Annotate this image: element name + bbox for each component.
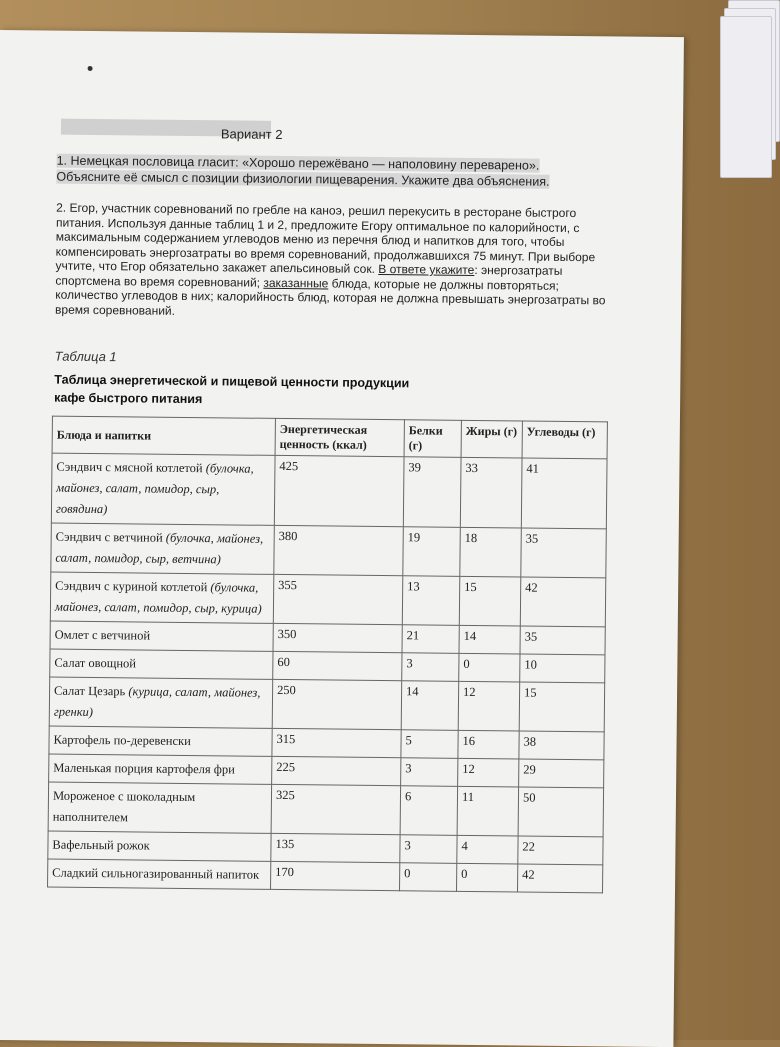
question-2-underlined: В ответе укажите xyxy=(378,261,475,277)
cell-kcal: 350 xyxy=(273,623,402,652)
cell-protein: 0 xyxy=(400,863,457,892)
cell-kcal: 170 xyxy=(271,861,400,890)
dish-name: Мороженое с шоколадным наполнителем xyxy=(52,788,196,825)
cell-protein: 6 xyxy=(400,786,458,836)
dish-name: Вафельный рожок xyxy=(52,837,150,853)
cell-carbs: 35 xyxy=(521,528,607,578)
dish-name: Маленькая порция картофеля фри xyxy=(53,760,235,777)
cell-carbs: 42 xyxy=(520,577,606,627)
cell-protein: 14 xyxy=(401,681,459,731)
variant-heading: Вариант 2 xyxy=(220,126,283,142)
cell-kcal: 135 xyxy=(271,833,400,862)
question-2-part1: 2. Егор, участник соревнований по гребле на каноэ, решил перекусить в ресторане быстрого питания. Используя данные таблиц 1 и 2, предложите Егору оптимальное по калорийности, с максимальным содержанием углеводов меню из перечня блюд и напитков для того, чтобы компенсировать энергозатраты во время соревнований, продолжавшихся 75 минут. При выборе учтите, что Егор обязательно закажет апельсиновый сок. xyxy=(55,200,596,276)
header-kcal: Энергетическая ценность (ккал) xyxy=(275,418,404,456)
table-header-row xyxy=(52,416,607,459)
cell-carbs: 41 xyxy=(521,458,607,529)
dish-name: Сэндвич с ветчиной xyxy=(55,529,163,545)
cell-fat: 15 xyxy=(459,576,521,626)
cell-dish xyxy=(48,831,271,861)
exam-sheet xyxy=(0,30,684,1047)
table-row xyxy=(51,523,606,578)
cell-carbs: 22 xyxy=(518,836,603,865)
cell-kcal: 325 xyxy=(271,784,401,834)
cell-carbs: 10 xyxy=(520,654,605,683)
cell-carbs: 50 xyxy=(518,787,604,837)
cell-protein: 5 xyxy=(401,730,458,759)
dish-composition: (булочка, майонез, салат, помидор, сыр, говядина) xyxy=(55,461,254,517)
table-label: Таблица 1 xyxy=(54,348,117,365)
cell-dish xyxy=(49,726,272,756)
header-protein: Белки (г) xyxy=(404,420,461,458)
cell-dish xyxy=(49,677,273,728)
cell-dish xyxy=(48,782,272,833)
cell-fat: 16 xyxy=(458,730,519,759)
table-row xyxy=(51,453,607,529)
cell-dish xyxy=(51,523,275,574)
cell-dish xyxy=(50,621,273,651)
cell-kcal: 250 xyxy=(272,679,402,729)
question-2-underlined-2: заказанные xyxy=(263,275,329,290)
cell-fat: 11 xyxy=(457,786,519,836)
table-body xyxy=(48,453,608,893)
header-dish: Блюда и напитки xyxy=(52,416,275,455)
table-title-line2: кафе быстрого питания xyxy=(54,390,203,407)
dish-name: Картофель по-деревенски xyxy=(53,732,191,749)
dish-name: Сладкий сильногазированный напиток xyxy=(52,865,260,882)
cell-protein: 39 xyxy=(403,457,461,528)
cell-kcal: 425 xyxy=(274,455,404,526)
cell-protein: 3 xyxy=(401,758,458,787)
ink-dot xyxy=(88,66,93,71)
table-title xyxy=(54,371,409,411)
cell-dish xyxy=(48,859,271,889)
cell-fat: 12 xyxy=(458,758,519,787)
table-row xyxy=(48,782,603,837)
dish-composition: (курица, салат, майонез, гренки) xyxy=(53,684,261,720)
dish-composition: (булочка, майонез, салат, помидор, сыр, ветчина) xyxy=(55,530,264,567)
cell-fat: 4 xyxy=(457,835,518,864)
nutrition-table xyxy=(47,416,608,894)
question-2 xyxy=(55,201,616,323)
cell-fat: 18 xyxy=(460,527,522,577)
question-1-text: 1. Немецкая пословица гласит: «Хорошо пережёвано — наполовину переварено». Объясните её смысл с позиции физиологии пищеварения. Укажите два объяснения. xyxy=(56,153,550,189)
dish-name: Салат овощной xyxy=(54,655,137,671)
cell-carbs: 42 xyxy=(518,864,603,893)
header-fat: Жиры (г) xyxy=(461,420,522,458)
cell-fat: 12 xyxy=(458,681,520,731)
cell-kcal: 315 xyxy=(272,728,401,757)
cell-carbs: 29 xyxy=(519,759,604,788)
cell-fat: 14 xyxy=(459,625,520,654)
paper-stack xyxy=(720,0,780,180)
header-carbs: Углеводы (г) xyxy=(522,421,607,459)
cell-kcal: 225 xyxy=(272,756,401,785)
cell-protein: 13 xyxy=(402,576,460,626)
question-1 xyxy=(56,153,586,191)
dish-name: Сэндвич с мясной котлетой xyxy=(56,459,203,476)
dish-name: Салат Цезарь xyxy=(54,683,126,699)
cell-carbs: 38 xyxy=(519,731,604,760)
table-title-line1: Таблица энергетической и пищевой ценности продукции xyxy=(54,372,410,391)
cell-protein: 19 xyxy=(403,527,461,577)
cell-kcal: 60 xyxy=(273,651,402,680)
cell-kcal: 380 xyxy=(274,525,404,575)
cell-fat: 0 xyxy=(459,653,520,682)
cell-kcal: 355 xyxy=(273,574,403,624)
question-2-part2: : энергозатраты спортсмена во время соревнований; xyxy=(55,262,563,290)
cell-protein: 21 xyxy=(402,625,459,654)
cell-carbs: 35 xyxy=(520,626,605,655)
cell-fat: 33 xyxy=(460,457,522,528)
table-row xyxy=(48,859,603,893)
cell-fat: 0 xyxy=(457,863,518,892)
dish-name: Омлет с ветчиной xyxy=(54,627,151,643)
cell-dish xyxy=(50,572,274,623)
cell-dish xyxy=(51,453,275,525)
table-row xyxy=(49,677,604,732)
cell-protein: 3 xyxy=(402,653,459,682)
cell-carbs: 15 xyxy=(519,682,605,732)
cell-dish xyxy=(49,754,272,784)
cell-protein: 3 xyxy=(400,835,457,864)
dish-composition: (булочка, майонез, салат, помидор, сыр, курица) xyxy=(54,580,262,616)
question-2-part3: блюда, которые не должны повторяться; количество углеводов в них; калорийность блюд, которая не должна превышать энергозатраты во время соревнований. xyxy=(55,275,606,318)
table-row xyxy=(50,572,605,627)
dish-name: Сэндвич с куриной котлетой xyxy=(55,578,208,595)
cell-dish xyxy=(50,649,273,679)
